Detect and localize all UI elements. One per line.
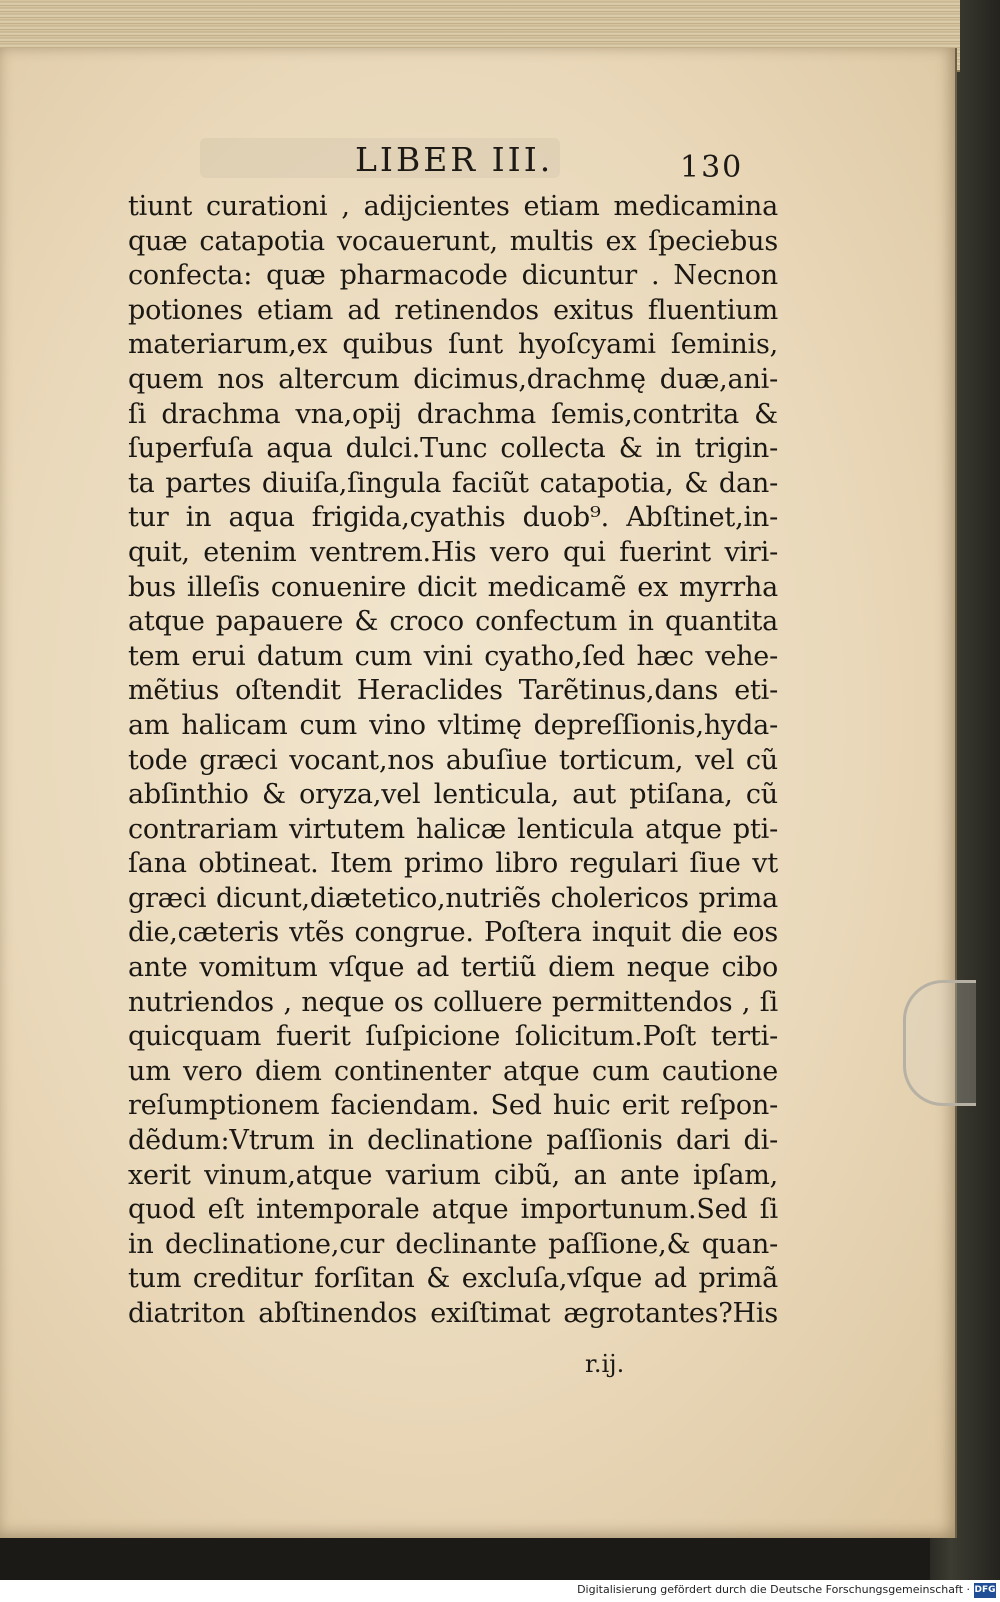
text-line: ſuperfuſa aqua dulci.Tunc collecta & in trigin-: [128, 433, 778, 465]
dfg-logo: DFG: [974, 1583, 996, 1598]
text-line: quæ catapotia vocauerunt, multis ex ſpeciebus: [128, 225, 778, 257]
text-line: tur in aqua frigida,cyathis duob⁹. Abſtinet,in-: [128, 502, 778, 534]
page-number: 130: [680, 150, 744, 185]
digitization-credit: Digitalisierung gefördert durch die Deutsche Forschungsgemeinschaft ·: [577, 1583, 970, 1596]
text-line: dẽdum:Vtrum in declinatione paſſionis dari di-: [128, 1125, 778, 1157]
text-line: quod eſt intemporale atque importunum.Sed ſi: [128, 1194, 778, 1226]
text-line: abſinthio & oryza,vel lenticula, aut ptiſana, cũ: [128, 779, 778, 811]
credit-bar: [0, 1580, 1000, 1602]
text-line: die,cæteris vtẽs congrue. Poſtera inquit die eos: [128, 917, 778, 949]
text-line: tem erui datum cum vini cyatho,ſed hæc vehe-: [128, 640, 778, 672]
text-line: materiarum,ex quibus ſunt hyoſcyami ſeminis,: [128, 329, 778, 361]
running-head: LIBER III.: [355, 140, 554, 179]
text-line: contrariam virtutem halicæ lenticula atque pti-: [128, 813, 778, 845]
text-line: ſi drachma vna,opij drachma ſemis,contrita &: [128, 398, 778, 430]
text-line: græci dicunt,diætetico,nutriẽs cholericos prima: [128, 882, 778, 914]
text-line: ſana obtineat. Item primo libro regulari ſiue vt: [128, 848, 778, 880]
text-line: ante vomitum vſque ad tertiũ diem neque cibo: [128, 952, 778, 984]
text-line: nutriendos , neque os colluere permittendos , ſi: [128, 986, 778, 1018]
text-line: um vero diem continenter atque cum cautione: [128, 1055, 778, 1087]
text-line: potiones etiam ad retinendos exitus fluentium: [128, 294, 778, 326]
text-line: confecta: quæ pharmacode dicuntur . Necnon: [128, 260, 778, 292]
text-line: tum creditur forſitan & excluſa,vſque ad primã: [128, 1263, 778, 1295]
text-line: in declinatione,cur declinante paſſione,& quan-: [128, 1228, 778, 1260]
text-block: [128, 190, 778, 1332]
text-line: ta partes diuiſa,ſingula faciũt catapotia, & dan-: [128, 467, 778, 499]
text-line: mẽtius oſtendit Heraclides Tarẽtinus,dans eti-: [128, 675, 778, 707]
text-line: quit, etenim ventrem.His vero qui fuerint viri-: [128, 536, 778, 568]
text-line: atque papauere & croco confectum in quantita: [128, 606, 778, 638]
text-line: quem nos altercum dicimus,drachmę duæ,ani-: [128, 363, 778, 395]
text-line: tode græci vocant,nos abuſiue torticum, vel cũ: [128, 744, 778, 776]
text-line: diatriton abſtinendos exiſtimat ægrotantes?His: [128, 1298, 778, 1329]
text-line: xerit vinum,atque varium cibũ, an ante ipſam,: [128, 1159, 778, 1191]
text-line: bus illeſis conuenire dicit medicamẽ ex myrrha: [128, 571, 778, 603]
text-line: am halicam cum vino vltimę depreſſionis,hyda-: [128, 709, 778, 741]
text-line: reſumptionem faciendam. Sed huic erit reſpon-: [128, 1090, 778, 1122]
text-line: quicquam fuerit ſuſpicione ſolicitum.Poſt terti-: [128, 1021, 778, 1053]
signature-mark: r.ij.: [585, 1350, 625, 1378]
page-clip: [903, 980, 976, 1106]
text-line: tiunt curationi , adijcientes etiam medicamina: [128, 191, 778, 222]
